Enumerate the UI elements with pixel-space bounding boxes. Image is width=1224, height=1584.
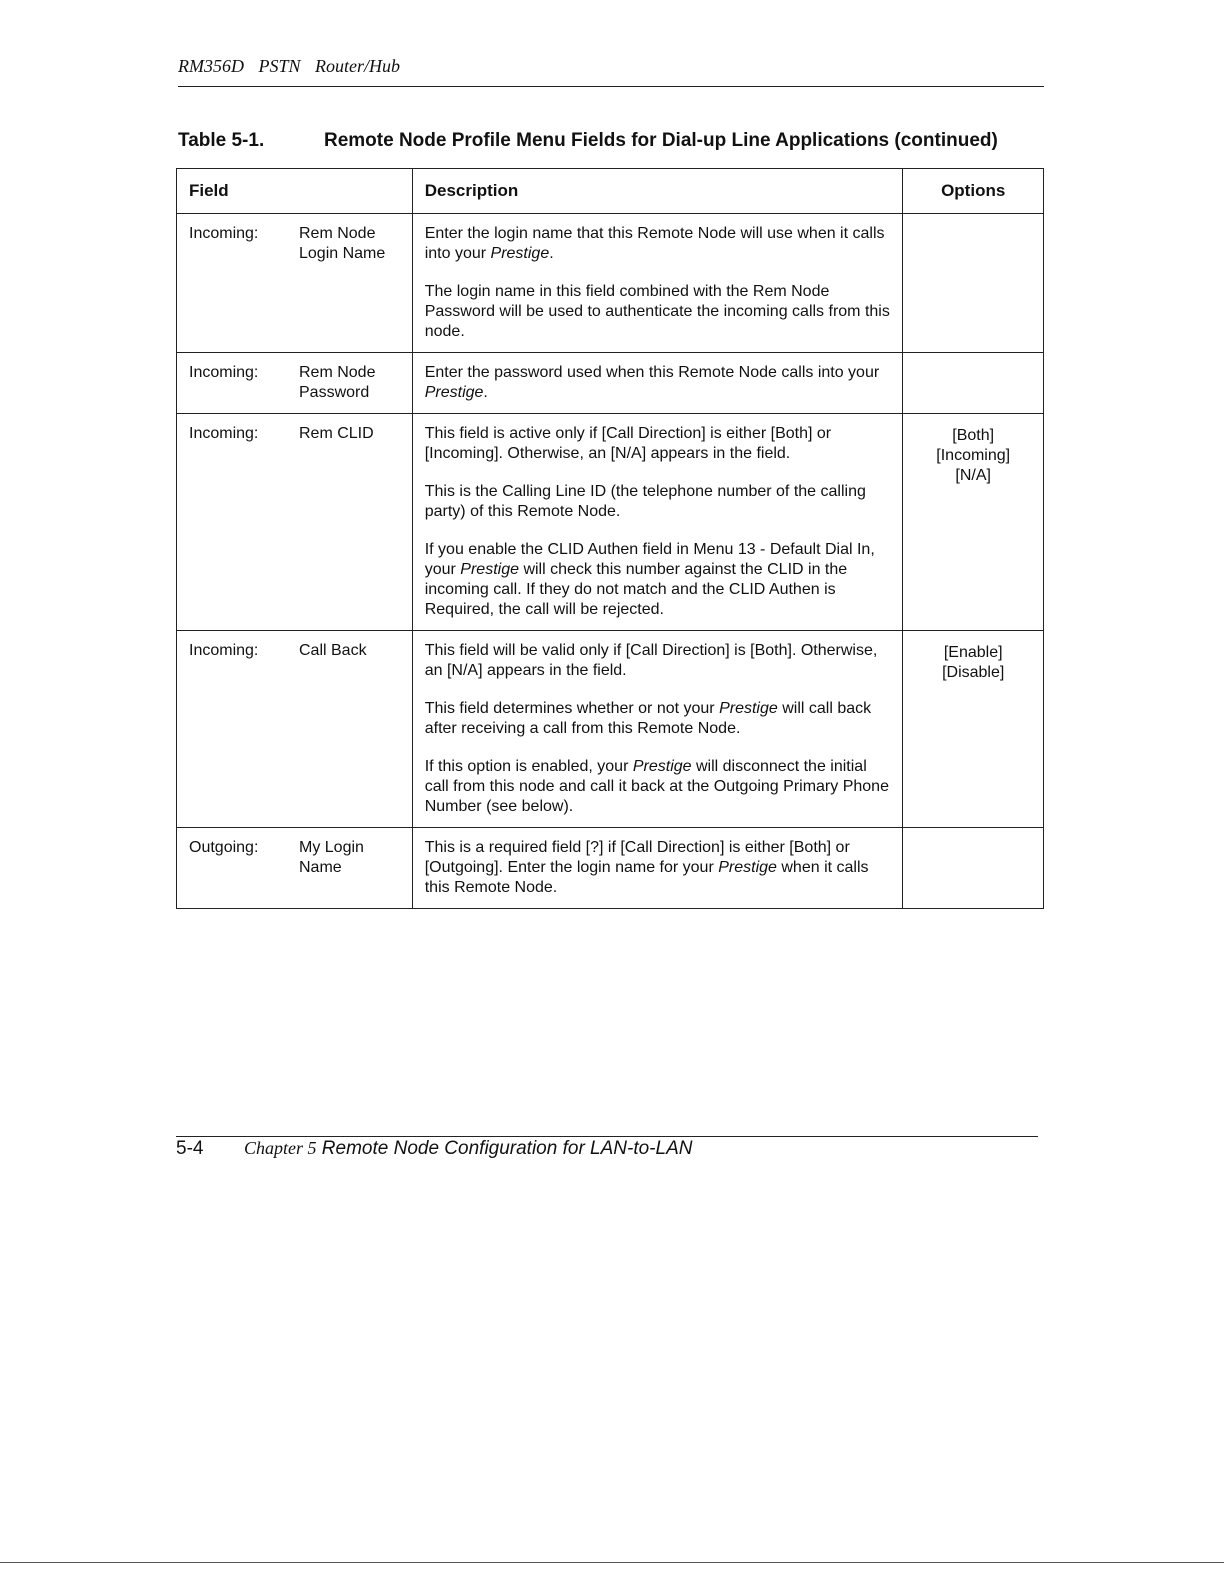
- field-cell: [177, 631, 413, 828]
- options-cell: [903, 214, 1044, 353]
- description-paragraph: This field determines whether or not your Prestige will call back after receiving a call from this Remote Node.: [424, 700, 872, 737]
- table-row: [177, 414, 1044, 631]
- field-direction: Incoming:: [189, 364, 259, 381]
- option-value: [N/A]: [955, 467, 991, 484]
- column-header-description: Description: [412, 169, 903, 214]
- table-row: [177, 631, 1044, 828]
- fields-table: [176, 168, 1044, 909]
- field-direction: Outgoing:: [189, 839, 259, 856]
- running-head: RM356D PSTN Router/Hub: [178, 56, 400, 76]
- field-direction: Incoming:: [189, 425, 259, 442]
- field-cell: [177, 828, 413, 909]
- chapter-label: Chapter 5: [244, 1138, 317, 1158]
- table-row: [177, 214, 1044, 353]
- table-row: [177, 353, 1044, 414]
- description-paragraph: This is the Calling Line ID (the telephone number of the calling party) of this Remote Node.: [424, 483, 866, 520]
- field-name: Call Back: [299, 642, 367, 659]
- page-number: 5-4: [176, 1138, 204, 1159]
- option-value: [Both]: [952, 427, 995, 444]
- description-paragraph: This is a required field [?] if [Call Direction] is either [Both] or [Outgoing]. Enter the login name for your Prestige when it calls this Remote Node.: [424, 839, 869, 896]
- header-rule: [178, 86, 1044, 87]
- field-direction: Incoming:: [189, 225, 259, 242]
- field-direction: Incoming:: [189, 642, 259, 659]
- description-paragraph: This field will be valid only if [Call Direction] is [Both]. Otherwise, an [N/A] appears in the field.: [424, 642, 878, 679]
- description-cell: [412, 353, 903, 414]
- description-paragraph: If this option is enabled, your Prestige will disconnect the initial call from this node and call it back at the Outgoing Primary Phone Number (see below).: [424, 758, 889, 815]
- table-row: [177, 828, 1044, 909]
- description-paragraph: Enter the password used when this Remote Node calls into your Prestige.: [424, 364, 880, 401]
- description-paragraph: This field is active only if [Call Direction] is either [Both] or [Incoming]. Otherwise, an [N/A] appears in the field.: [424, 425, 832, 462]
- scan-edge-rule: [0, 1562, 1224, 1563]
- table-header-row: [177, 169, 1044, 214]
- table-title: Remote Node Profile Menu Fields for Dial-up Line Applications (continued): [324, 130, 998, 151]
- options-cell: [903, 828, 1044, 909]
- table-caption: [178, 130, 1038, 152]
- options-cell: [903, 414, 1044, 631]
- field-name: Rem Node Password: [299, 364, 376, 401]
- column-header-options: Options: [903, 169, 1044, 214]
- description-cell: [412, 214, 903, 353]
- table-number: Table 5-1.: [178, 130, 265, 151]
- option-value: [Incoming]: [936, 447, 1011, 464]
- option-value: [Disable]: [942, 664, 1005, 681]
- field-cell: [177, 414, 413, 631]
- option-value: [Enable]: [943, 644, 1003, 661]
- field-name: Rem Node Login Name: [299, 225, 386, 262]
- table-body: [177, 214, 1044, 909]
- field-cell: [177, 214, 413, 353]
- chapter-title: Remote Node Configuration for LAN-to-LAN: [321, 1138, 693, 1159]
- options-cell: [903, 353, 1044, 414]
- options-cell: [903, 631, 1044, 828]
- page-footer: [176, 1138, 692, 1160]
- description-paragraph: If you enable the CLID Authen field in Menu 13 - Default Dial In, your Prestige will check this number against the CLID in the incoming call. If they do not match and the CLID Authen is Required, the call will be rejected.: [424, 541, 875, 618]
- field-name: My Login Name: [299, 839, 364, 876]
- field-name: Rem CLID: [299, 425, 374, 442]
- column-header-field: Field: [177, 169, 413, 214]
- description-paragraph: Enter the login name that this Remote Node will use when it calls into your Prestige.: [424, 225, 885, 262]
- field-cell: [177, 353, 413, 414]
- description-cell: [412, 631, 903, 828]
- footer-rule: [176, 1136, 1038, 1137]
- description-cell: [412, 414, 903, 631]
- description-paragraph: The login name in this field combined with the Rem Node Password will be used to authenticate the incoming calls from this node.: [424, 283, 890, 340]
- description-cell: [412, 828, 903, 909]
